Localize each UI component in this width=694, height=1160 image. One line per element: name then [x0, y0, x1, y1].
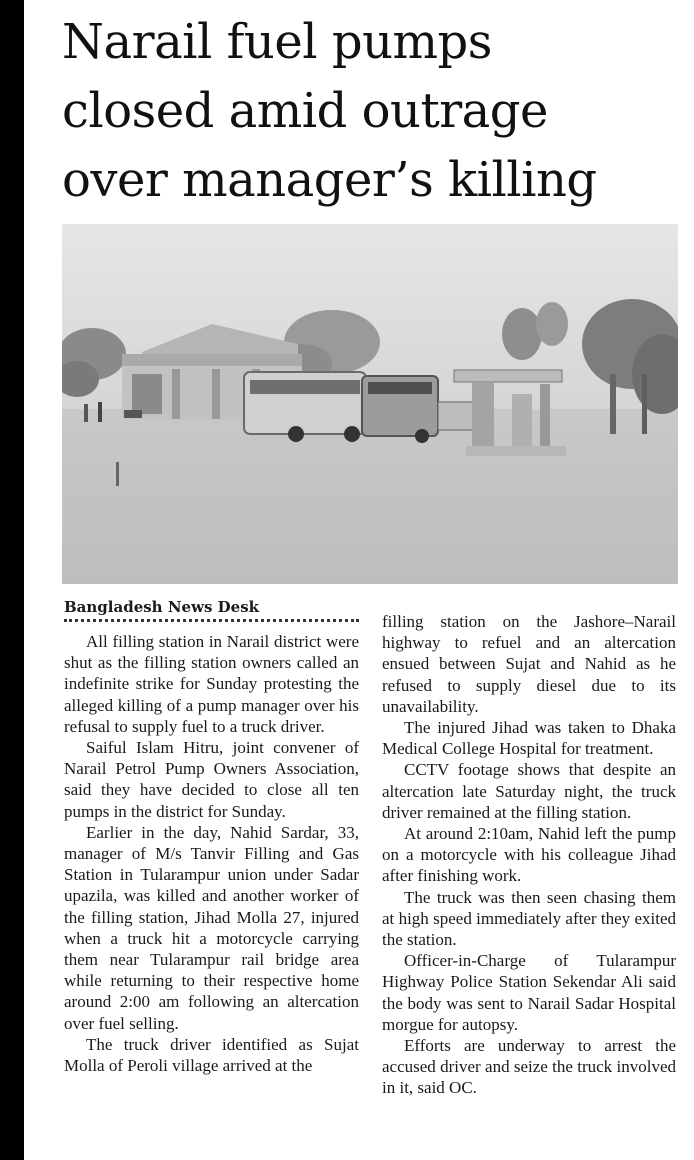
paragraph-6: CCTV footage shows that despite an altercation late Saturday night, the truck driver remained at the filling station. — [382, 760, 676, 822]
headline — [62, 8, 682, 215]
article-column-2 — [382, 611, 676, 1099]
news-photo-fuel-station — [62, 224, 678, 584]
paragraph-1: All filling station in Narail district were shut as the filling station owners called an indefinite strike for Sunday protesting the alleged killing of a pump manager over his refusal to supply fuel to a truck driver. — [64, 632, 359, 736]
headline-line-2: closed amid outrage — [62, 83, 548, 139]
page-edge-bar — [0, 0, 24, 1160]
paragraph-9: Officer-in-Charge of Tularampur Highway Police Station Sekendar Ali said the body was sent to Narail Sadar Hospital morgue for autopsy. — [382, 951, 676, 1034]
headline-line-1: Narail fuel pumps — [62, 14, 492, 70]
headline-line-3: over manager’s killing — [62, 152, 597, 208]
paragraph-2: Saiful Islam Hitru, joint convener of Narail Petrol Pump Owners Association, said they have decided to close all ten pumps in the district for Sunday. — [64, 738, 359, 821]
article-column-1 — [64, 631, 359, 1076]
paragraph-7: At around 2:10am, Nahid left the pump on a motorcycle with his colleague Jihad after finishing work. — [382, 824, 676, 886]
paragraph-8: The truck was then seen chasing them at high speed immediately after they exited the station. — [382, 887, 676, 950]
paragraph-3: Earlier in the day, Nahid Sardar, 33, manager of M/s Tanvir Filling and Gas Station in Tularampur union under Sadar upazila, was killed and another worker of the filling station, Jihad Molla 27, injured when a truck hit a motorcycle carrying them near Tularampur rail bridge area while returning to their respective home around 2:00 am following an altercation over fuel selling. — [64, 822, 359, 1033]
paragraph-4-continued: filling station on the Jashore–Narail highway to refuel and an altercation ensued between Sujat and Nahid as he refused to supply diesel due to its unavailability. — [382, 612, 676, 716]
paragraph-5: The injured Jihad was taken to Dhaka Medical College Hospital for treatment. — [382, 718, 676, 759]
byline: Bangladesh News Desk — [64, 598, 260, 616]
paragraph-4-start: The truck driver identified as Sujat Molla of Peroli village arrived at the — [64, 1034, 359, 1076]
byline-dotted-rule — [64, 619, 359, 622]
paragraph-10: Efforts are underway to arrest the accused driver and seize the truck involved in it, said OC. — [382, 1036, 676, 1098]
